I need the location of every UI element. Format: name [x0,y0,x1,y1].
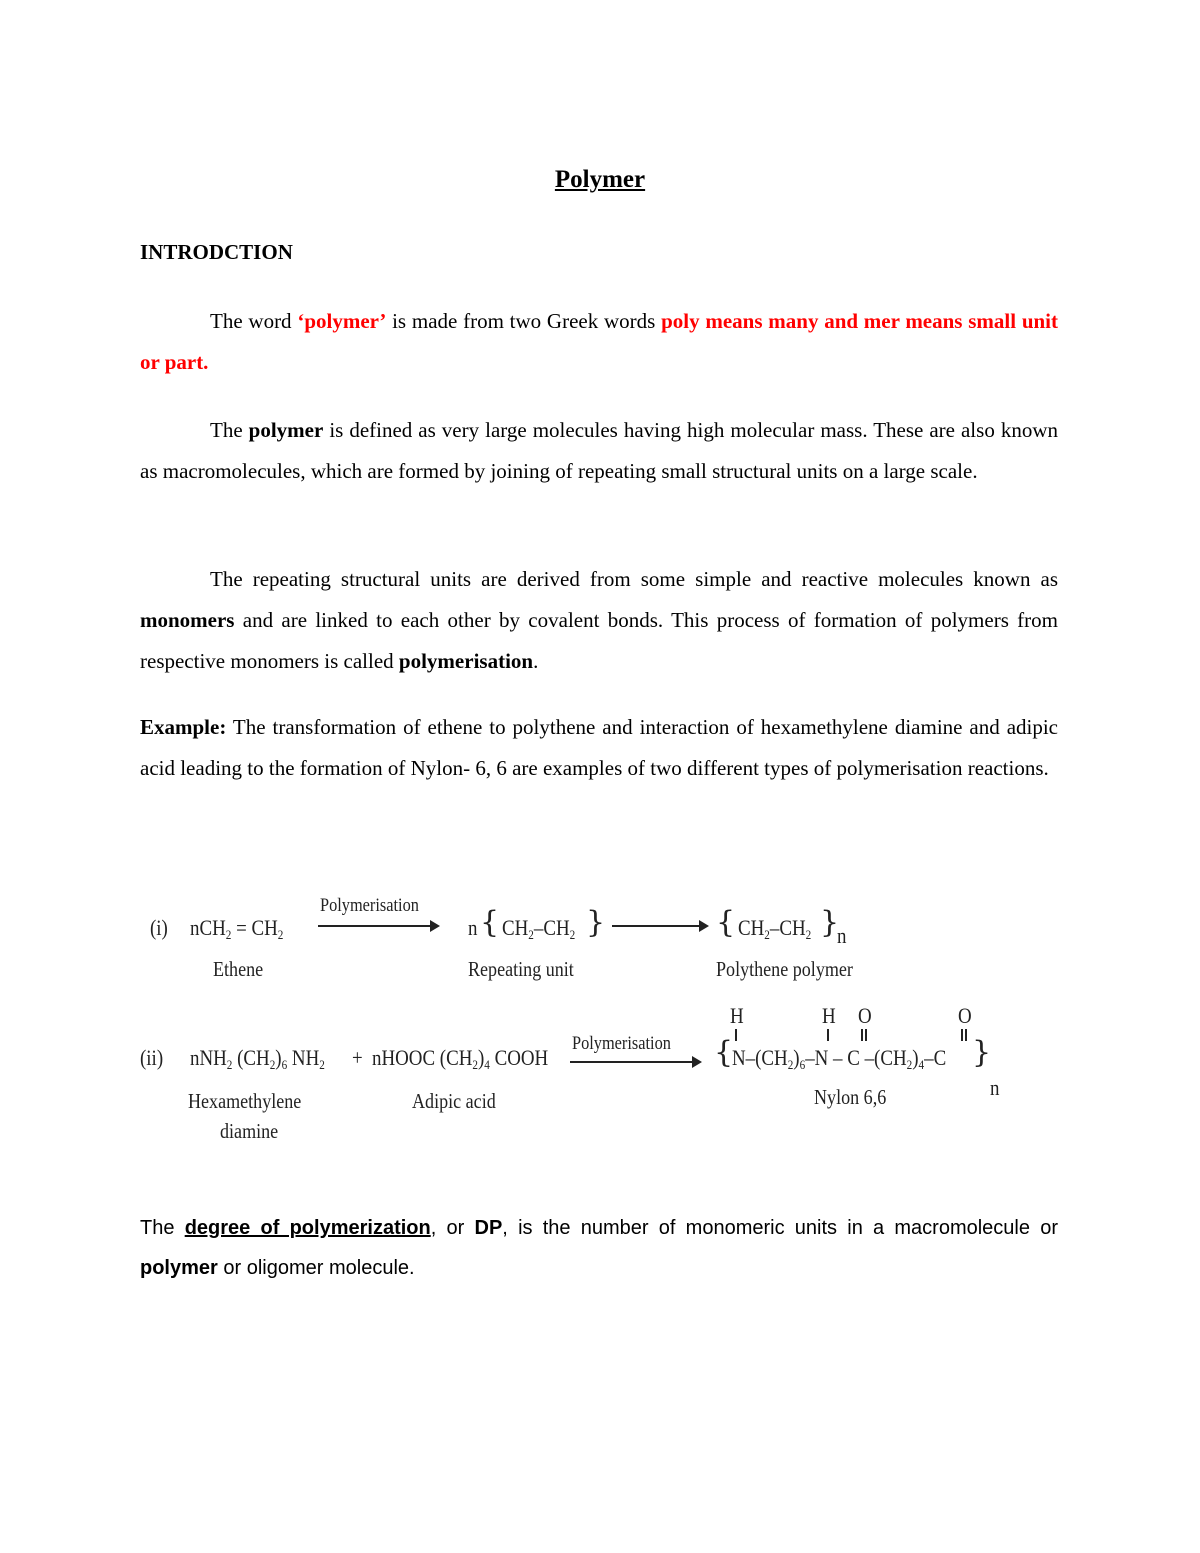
arrow-label-polymerisation-2: Polymerisation [572,1033,671,1054]
paragraph-monomers [140,559,1058,682]
paragraph-degree-of-polymerization [140,1208,1058,1288]
text-run: The transformation of ethene to polythene and interaction of hexamethylene diamine and adipic acid leading to the formation of Nylon- 6, 6 are examples of two different types of polymerisation reactions. [140,715,1058,780]
plus-sign: + [352,1045,363,1070]
reaction-arrow-2 [612,925,707,927]
text-run: The [210,418,249,442]
repeating-unit-n: n [468,915,478,940]
label-hexamethylene: Hexamethylene [188,1089,302,1113]
page-title: Polymer [554,166,646,193]
bracket-left-icon: { [480,905,500,940]
text-run-bold-dp: DP [474,1217,503,1239]
polymerisation-reactions-figure [140,885,1020,1155]
text-run: The [140,1217,185,1239]
paragraph-example [140,707,1058,789]
text-run: and are linked to each other by covalent bonds. This process of formation of polymers from respective monomers is called [140,608,1058,673]
text-run: or oligomer molecule. [217,1257,415,1279]
text-run: . [533,649,539,673]
label-nylon-66: Nylon 6,6 [814,1085,887,1109]
text-run: is defined as very large molecules having high molecular mass. These are also known as macromolecules, which are formed by joining of repeating small structural units on a large scale. [140,418,1058,483]
arrow-label-polymerisation-1: Polymerisation [320,895,419,916]
atom-h-1: H [730,1003,744,1028]
paragraph-definition-word [140,301,1058,383]
label-diamine: diamine [220,1119,279,1143]
label-repeating-unit: Repeating unit [468,957,574,981]
link-degree-of-polymerization[interactable]: degree of polymerization [184,1217,431,1239]
label-adipic-acid: Adipic acid [412,1089,496,1113]
nylon-66-formula: $N-(CH_2)_6-N$ – C $-(CH_2)_4-C$ [732,1045,947,1072]
text-run: is made from two Greek words [386,309,662,333]
adipic-acid-formula: nHOOC $(CH_2)_4$ COOH [372,1045,549,1072]
polythene-formula: $CH_2-CH_2$ [738,915,812,942]
single-bond [735,1029,737,1041]
atom-o-1: O [858,1003,872,1028]
bracket-left-icon: { [716,905,736,940]
repeating-unit-formula: $CH_2-CH_2$ [502,915,576,942]
reaction-1-number: (i) [150,915,168,940]
bracket-right-icon: } [820,905,840,940]
text-run-bold-monomers: monomers [140,608,235,632]
polythene-n: n [837,923,847,948]
text-run: The word [210,309,298,333]
section-heading: INTRODCTION [140,240,293,264]
text-run-bold-polymer: polymer [140,1257,218,1279]
text-run: , is the number of monomeric units in a macromolecule or [502,1217,1058,1239]
bracket-left-icon: { [714,1035,734,1070]
single-bond [827,1029,829,1041]
hexamethylene-diamine-formula: nNH$_2$ $(CH_2)_6$ $NH_2$ [190,1045,325,1072]
paragraph-polymer-definition [140,410,1058,492]
text-run: The repeating structural units are derived from some simple and reactive molecules known as [210,567,1058,591]
text-run: , or [430,1217,475,1239]
text-run-bold-polymer: polymer [248,418,324,442]
reaction-2-number: (ii) [140,1045,164,1070]
reaction-arrow-3 [570,1061,700,1063]
label-polythene-polymer: Polythene polymer [716,957,853,981]
text-run-bold-polymerisation: polymerisation [398,649,534,673]
text-run-polymer-quoted: ‘polymer’ [297,309,387,333]
bracket-right-icon: } [972,1035,992,1070]
text-run-bold-example: Example: [140,715,227,739]
text-run-meaning: poly means many and mer means small unit or part. [140,309,1059,374]
nylon-n: n [990,1075,1000,1100]
ethene-formula: $nCH_2 = CH_2$ [190,915,284,942]
double-bond [861,1029,867,1041]
label-ethene: Ethene [213,957,264,981]
double-bond [961,1029,967,1041]
reaction-arrow-1 [318,925,438,927]
atom-o-2: O [958,1003,972,1028]
atom-h-2: H [822,1003,836,1028]
bracket-right-icon: } [586,905,606,940]
